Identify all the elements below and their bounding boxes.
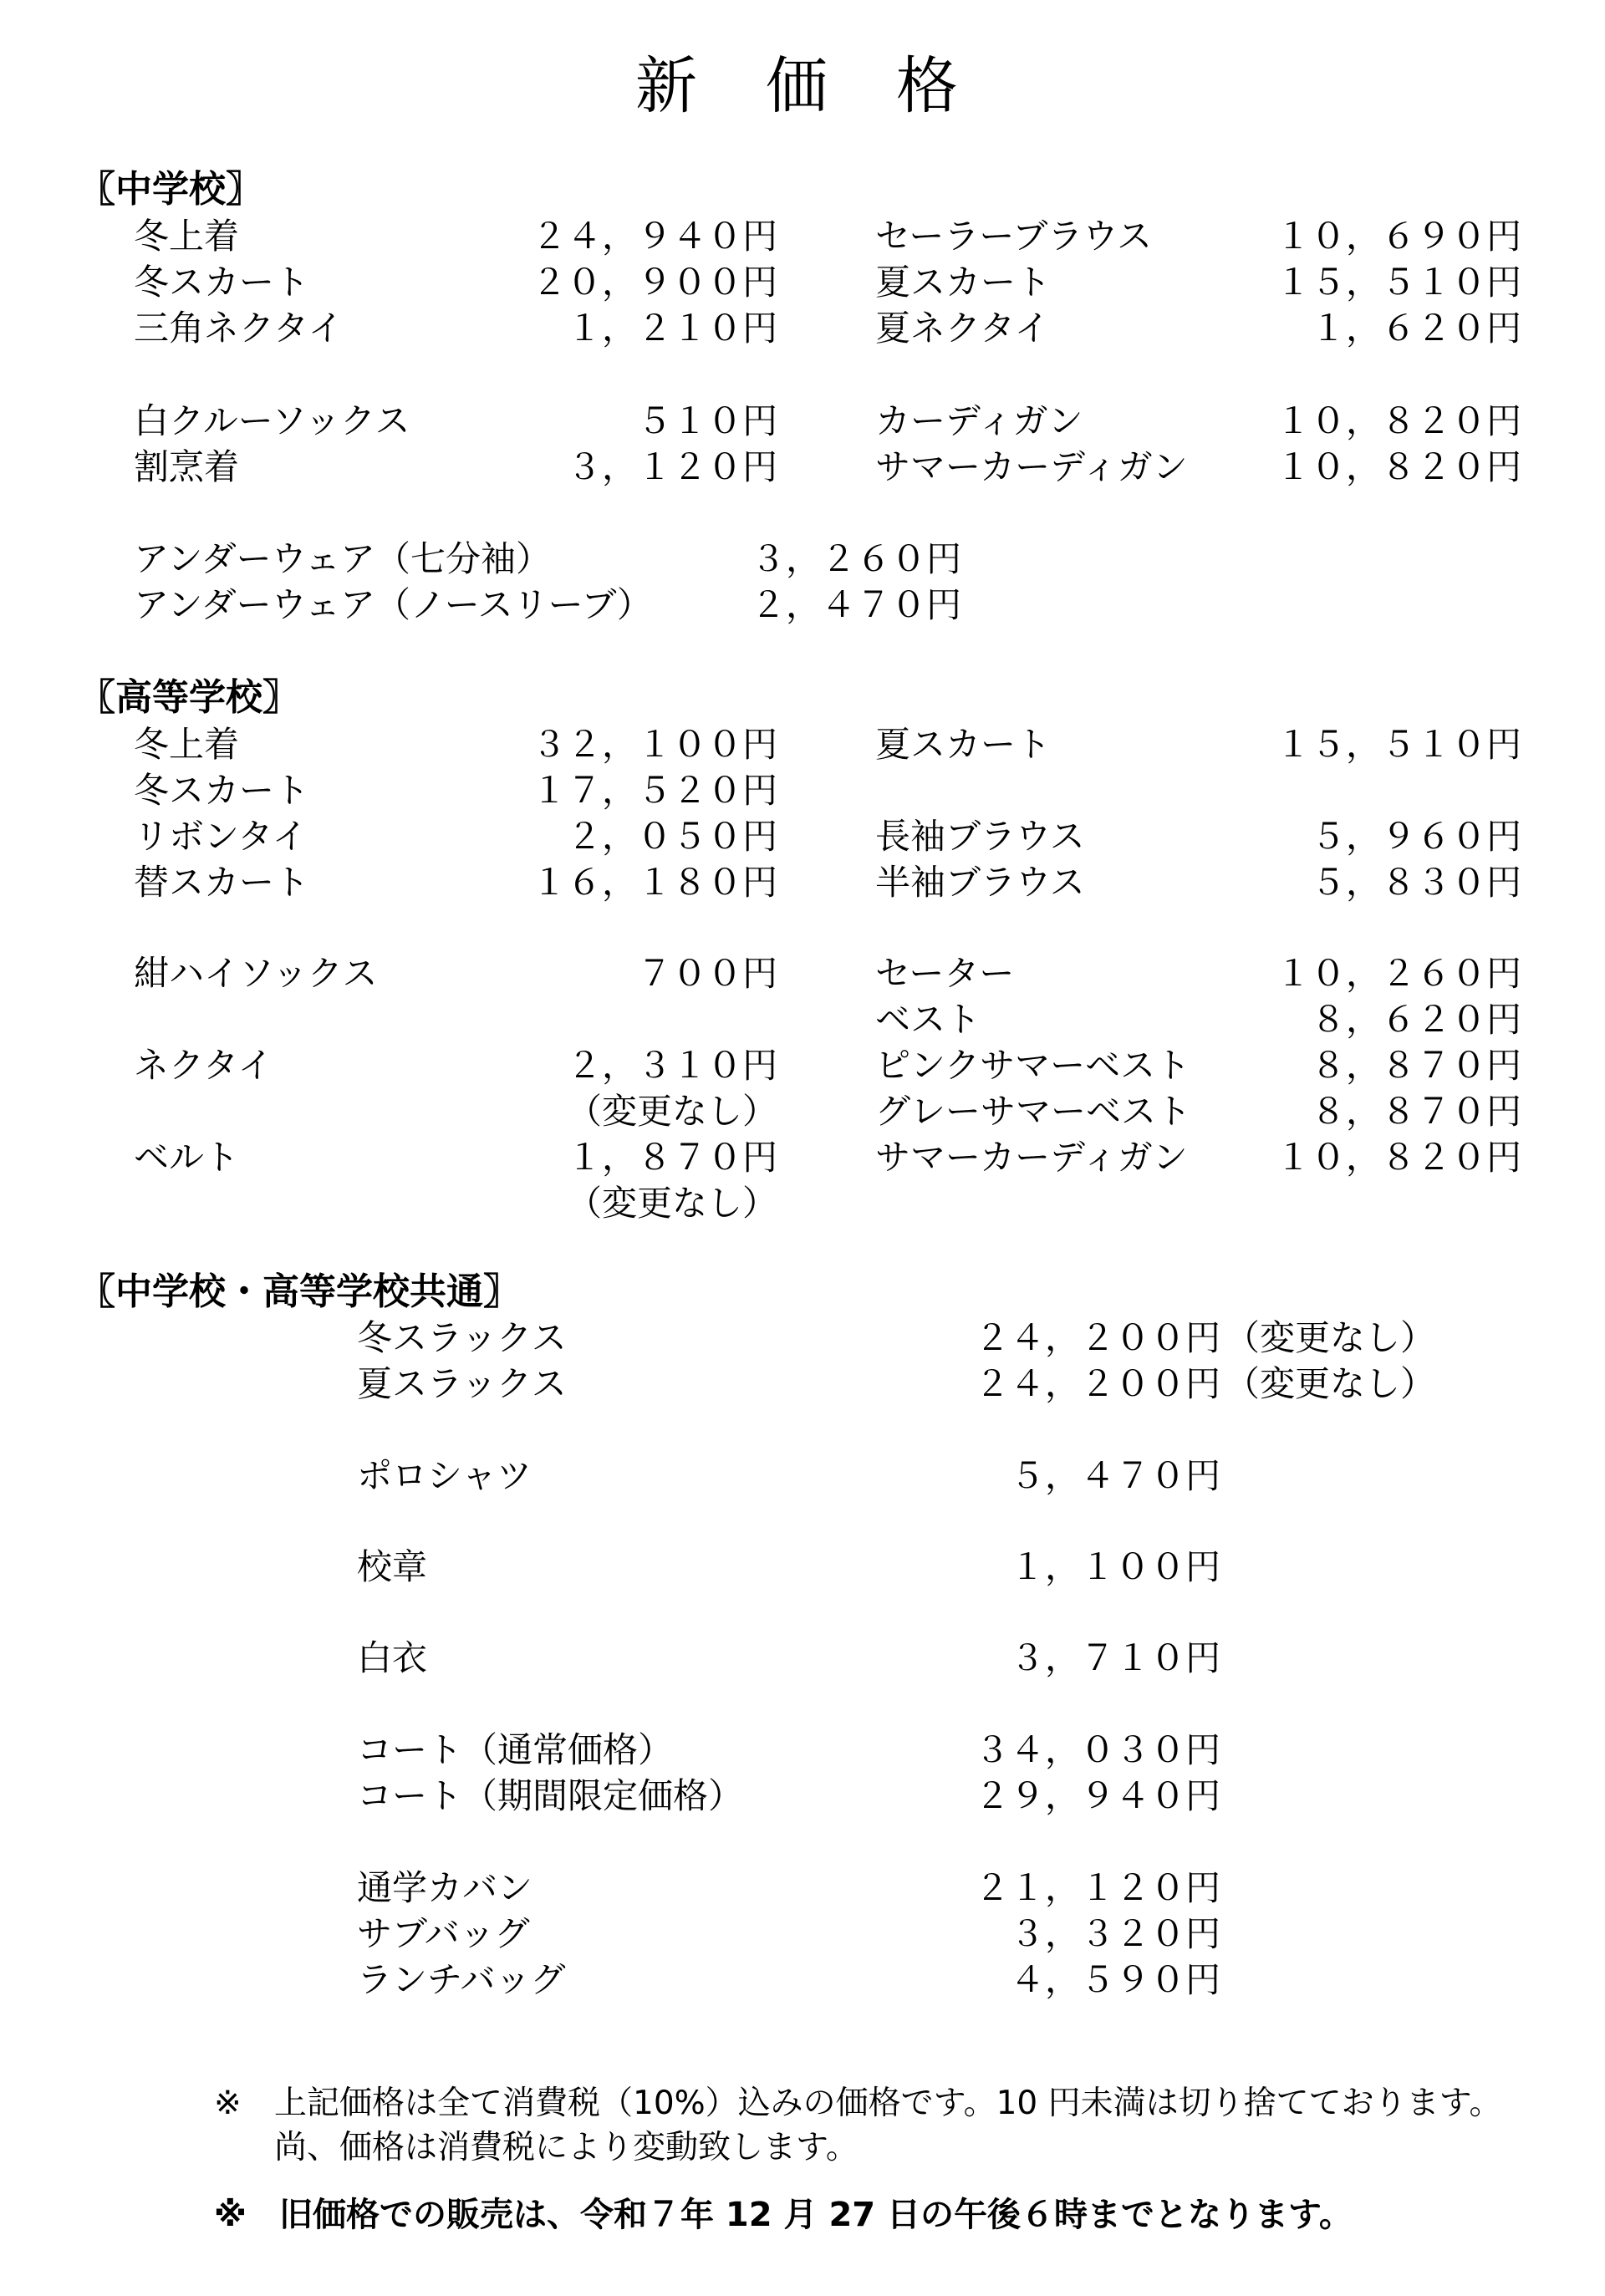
jhs-item-price: １，２１０円 xyxy=(566,308,777,349)
hs-item-price: １０，８２０円 xyxy=(1275,1137,1521,1178)
hs-item-price: ８，６２０円 xyxy=(1310,999,1521,1040)
jhs-item-name: 冬スカート xyxy=(134,262,310,303)
hs-item-price: ５，８３０円 xyxy=(1310,862,1521,903)
hs-item-name: ベルト xyxy=(134,1137,240,1178)
note-old-price-deadline: 旧価格での販売は、令和７年 12 月 27 日の午後６時までとなります。 xyxy=(279,2196,1353,2234)
common-item-price: ５，４７０円 xyxy=(1009,1455,1220,1496)
hs-item-price: １，８７０円 xyxy=(566,1137,777,1178)
hs-item-price: ７００円 xyxy=(636,953,777,994)
hs-item-name: サマーカーディガン xyxy=(875,1137,1188,1178)
jhs-item-name: 三角ネクタイ xyxy=(134,308,344,349)
jhs-item-price: １０，８２０円 xyxy=(1275,446,1521,487)
hs-item-name: 冬上着 xyxy=(134,724,240,765)
common-item-name: 白衣 xyxy=(357,1637,428,1678)
hs-item-price: １５，５１０円 xyxy=(1275,724,1521,765)
common-item-price: ２１，１２０円 xyxy=(974,1867,1220,1908)
jhs-item-price: ３，１２０円 xyxy=(566,446,777,487)
jhs-item-price: １０，６９０円 xyxy=(1275,216,1521,257)
page-title: 新 価 格 xyxy=(635,50,961,122)
jhs-item-name: 白クルーソックス xyxy=(134,400,410,441)
common-item-price: １，１００円 xyxy=(1009,1546,1220,1587)
hs-item-price: １７，５２０円 xyxy=(531,770,777,811)
hs-item-name: 長袖ブラウス xyxy=(875,816,1085,857)
jhs-item-price: １５，５１０円 xyxy=(1275,262,1521,303)
hs-item-price: １６，１８０円 xyxy=(531,862,777,903)
common-item-price: ２４，２００円 xyxy=(974,1317,1220,1358)
section-heading-jhs: 〖中学校〗 xyxy=(79,168,262,211)
jhs-item-price: ５１０円 xyxy=(636,400,777,441)
note-mark: ※ xyxy=(214,2085,242,2122)
no-change-note: （変更なし） xyxy=(566,1183,777,1224)
hs-item-name: リボンタイ xyxy=(134,816,308,857)
jhs-item-name: アンダーウェア（ノースリーブ） xyxy=(134,584,652,625)
jhs-item-name: サマーカーディガン xyxy=(875,446,1188,487)
hs-item-name: 半袖ブラウス xyxy=(875,862,1085,903)
jhs-item-name: アンダーウェア（七分袖） xyxy=(134,538,551,579)
common-item-price: ３４，０３０円 xyxy=(974,1729,1220,1770)
hs-item-name: 冬スカート xyxy=(134,770,310,811)
jhs-item-price: ２４，９４０円 xyxy=(531,216,777,257)
common-item-price: ４，５９０円 xyxy=(1009,1959,1220,2000)
common-item-price: ３，３２０円 xyxy=(1009,1913,1220,1954)
jhs-item-price: １０，８２０円 xyxy=(1275,400,1521,441)
jhs-item-price: ２０，９００円 xyxy=(531,262,777,303)
common-item-name: ランチバッグ xyxy=(357,1959,566,2000)
common-item-price: ２４，２００円 xyxy=(974,1363,1220,1404)
hs-item-price: ２，０５０円 xyxy=(566,816,777,857)
jhs-item-name: 冬上着 xyxy=(134,216,240,257)
jhs-item-name: セーラーブラウス xyxy=(875,216,1152,257)
section-heading-common: 〖中学校・高等学校共通〗 xyxy=(79,1270,520,1313)
no-change-note: （変更なし） xyxy=(1225,1363,1436,1404)
jhs-item-price: ３，２６０円 xyxy=(750,538,961,579)
jhs-item-price: ２，４７０円 xyxy=(750,584,961,625)
hs-item-name: セーター xyxy=(875,953,1015,994)
hs-item-price: ８，８７０円 xyxy=(1310,1091,1521,1132)
common-item-name: 冬スラックス xyxy=(357,1317,567,1358)
note-tax-line2: 尚、価格は消費税により変動致します。 xyxy=(274,2129,859,2166)
hs-item-price: ３２，１００円 xyxy=(531,724,777,765)
hs-item-price: １０，２６０円 xyxy=(1275,953,1521,994)
hs-item-price: ５，９６０円 xyxy=(1310,816,1521,857)
common-item-name: コート（通常価格） xyxy=(357,1729,674,1770)
hs-item-name: ネクタイ xyxy=(134,1045,273,1086)
common-item-name: 夏スラックス xyxy=(357,1363,567,1404)
section-heading-hs: 〖高等学校〗 xyxy=(79,676,299,719)
hs-item-name: ピンクサマーベスト xyxy=(875,1045,1191,1086)
no-change-note: （変更なし） xyxy=(566,1091,777,1132)
jhs-item-name: カーディガン xyxy=(875,400,1083,441)
common-item-price: ２９，９４０円 xyxy=(974,1775,1220,1816)
hs-item-name: 替スカート xyxy=(134,862,310,903)
hs-item-name: ベスト xyxy=(875,999,981,1040)
jhs-item-name: 夏スカート xyxy=(875,262,1052,303)
hs-item-name: グレーサマーベスト xyxy=(875,1091,1192,1132)
hs-item-name: 紺ハイソックス xyxy=(134,953,378,994)
hs-item-price: ２，３１０円 xyxy=(566,1045,777,1086)
jhs-item-name: 夏ネクタイ xyxy=(875,308,1050,349)
hs-item-name: 夏スカート xyxy=(875,724,1052,765)
jhs-item-price: １，６２０円 xyxy=(1310,308,1521,349)
note-mark: ※ xyxy=(214,2196,247,2234)
common-item-name: ポロシャツ xyxy=(357,1455,532,1496)
common-item-price: ３，７１０円 xyxy=(1009,1637,1220,1678)
jhs-item-name: 割烹着 xyxy=(134,446,240,487)
note-tax-line1: 上記価格は全て消費税（10%）込みの価格です。10 円未満は切り捨てております。 xyxy=(274,2085,1502,2122)
common-item-name: 通学カバン xyxy=(357,1867,533,1908)
common-item-name: コート（期間限定価格） xyxy=(357,1775,744,1816)
hs-item-price: ８，８７０円 xyxy=(1310,1045,1521,1086)
common-item-name: 校章 xyxy=(357,1546,428,1587)
common-item-name: サブバッグ xyxy=(357,1913,530,1954)
no-change-note: （変更なし） xyxy=(1225,1317,1436,1358)
